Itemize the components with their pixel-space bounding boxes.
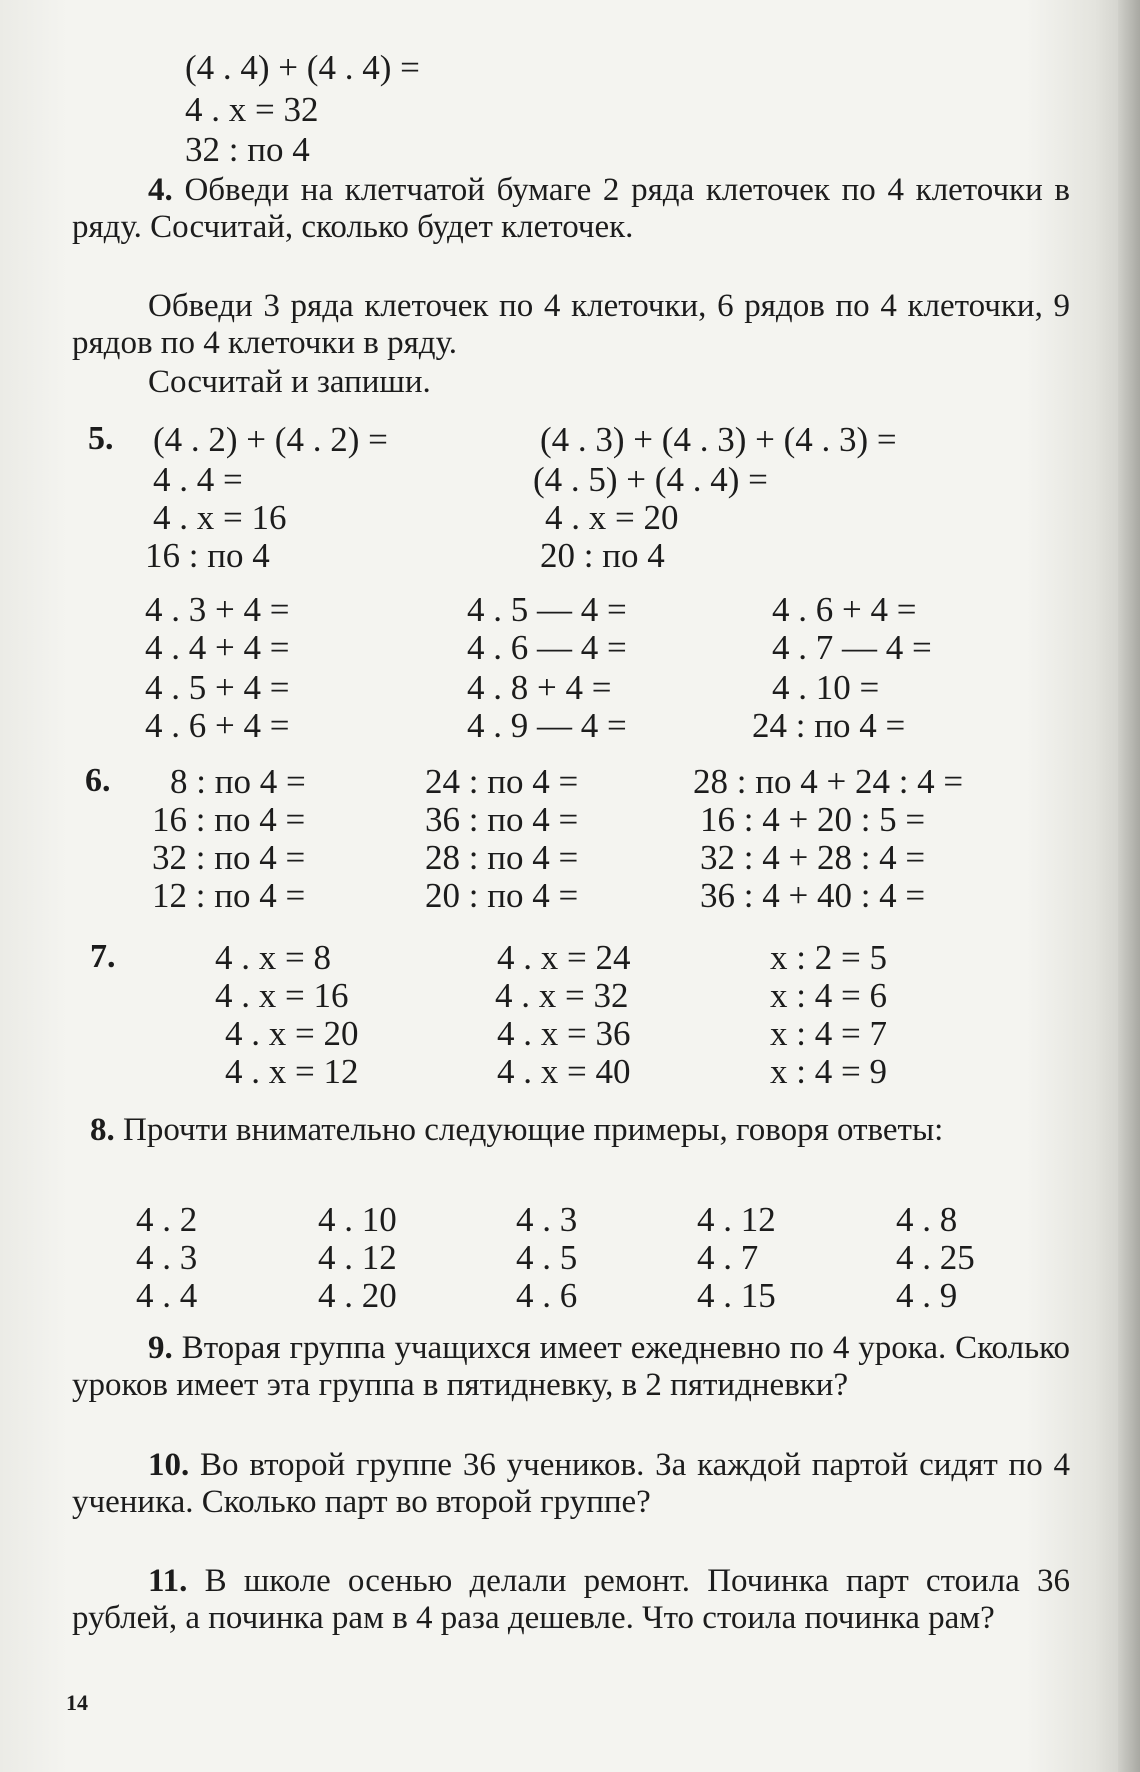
ex8-cell: 4 . 12 <box>318 1238 397 1277</box>
ex8-cell: 4 . 3 <box>136 1238 198 1277</box>
exercise-number: 10. <box>148 1447 190 1483</box>
exercise-number: 5. <box>88 420 114 457</box>
ex6-cell: 12 : по 4 = <box>152 876 306 915</box>
ex7-cell: 4 . x = 20 <box>225 1014 359 1053</box>
ex6-cell: 28 : по 4 = <box>425 838 579 877</box>
ex5-grid-cell: 4 . 6 + 4 = <box>145 706 290 745</box>
exercise-4-text-3: Сосчитай и запиши. <box>148 364 431 400</box>
ex5-left-cell: (4 . 2) + (4 . 2) = <box>153 420 388 459</box>
ex8-cell: 4 . 2 <box>136 1200 198 1239</box>
ex6-cell: 32 : по 4 = <box>152 838 306 877</box>
ex8-cell: 4 . 9 <box>896 1276 958 1315</box>
exercise-8-text: 8. Прочти внимательно следующие примеры, говоря ответы: <box>90 1112 944 1148</box>
ex6-cell: 16 : 4 + 20 : 5 = <box>700 800 926 839</box>
ex5-grid-cell: 4 . 3 + 4 = <box>145 590 290 629</box>
ex6-cell: 16 : по 4 = <box>152 800 306 839</box>
ex8-cell: 4 . 4 <box>136 1276 198 1315</box>
page-number: 14 <box>66 1690 88 1715</box>
ex8-cell: 4 . 15 <box>697 1276 776 1315</box>
page-edge-shadow <box>1118 0 1140 1772</box>
ex5-grid-cell: 4 . 8 + 4 = <box>467 668 612 707</box>
ex6-cell: 8 : по 4 = <box>170 762 306 801</box>
ex7-cell: x : 2 = 5 <box>770 938 887 977</box>
intro-line: 32 : по 4 <box>185 130 310 169</box>
ex8-cell: 4 . 3 <box>516 1200 578 1239</box>
ex5-grid-cell: 24 : по 4 = <box>752 706 906 745</box>
ex5-right-cell: (4 . 3) + (4 . 3) + (4 . 3) = <box>540 420 897 459</box>
ex5-grid-cell: 4 . 7 — 4 = <box>772 628 932 667</box>
ex8-cell: 4 . 12 <box>697 1200 776 1239</box>
exercise-4-text: 4. Обведи на клетчатой бумаге 2 ряда клеточек по 4 клеточки в ряду. Сосчитай, сколько будет клеточек. <box>72 172 1071 245</box>
ex7-cell: 4 . x = 40 <box>497 1052 631 1091</box>
ex5-left-cell: 4 . x = 16 <box>153 498 287 537</box>
exercise-10-text: 10. Во второй группе 36 учеников. За каждой партой сидят по 4 ученика. Сколько парт во второй группе? <box>72 1447 1070 1520</box>
exercise-number: 8. <box>90 1112 115 1148</box>
ex5-grid-cell: 4 . 6 — 4 = <box>467 628 627 667</box>
ex8-cell: 4 . 7 <box>697 1238 759 1277</box>
exercise-4-text-2: Обведи 3 ряда клеточек по 4 клеточки, 6 рядов по 4 клеточки, 9 рядов по 4 клеточки в ряду. <box>72 288 1070 361</box>
ex8-cell: 4 . 10 <box>318 1200 397 1239</box>
ex7-cell: 4 . x = 36 <box>497 1014 631 1053</box>
exercise-11-text: 11. В школе осенью делали ремонт. Починка парт стоила 36 рублей, а починка рам в 4 раза дешевле. Что стоила починка рам? <box>72 1563 1071 1636</box>
ex5-grid-cell: 4 . 5 + 4 = <box>145 668 290 707</box>
intro-line: (4 . 4) + (4 . 4) = <box>185 48 420 87</box>
ex8-cell: 4 . 25 <box>896 1238 975 1277</box>
ex7-cell: 4 . x = 16 <box>215 976 349 1015</box>
ex6-cell: 36 : 4 + 40 : 4 = <box>700 876 926 915</box>
ex8-cell: 4 . 5 <box>516 1238 578 1277</box>
ex8-cell: 4 . 6 <box>516 1276 578 1315</box>
ex6-cell: 24 : по 4 = <box>425 762 579 801</box>
exercise-number: 4. <box>148 172 173 208</box>
ex5-right-cell: 4 . x = 20 <box>545 498 679 537</box>
ex8-cell: 4 . 8 <box>896 1200 958 1239</box>
exercise-number: 9. <box>148 1330 173 1366</box>
ex7-cell: 4 . x = 8 <box>215 938 331 977</box>
exercise-number: 7. <box>90 938 116 975</box>
ex5-right-cell: (4 . 5) + (4 . 4) = <box>533 460 768 499</box>
ex7-cell: x : 4 = 6 <box>770 976 887 1015</box>
intro-line: 4 . x = 32 <box>185 90 319 129</box>
ex5-left-cell: 16 : по 4 <box>145 536 270 575</box>
ex7-cell: 4 . x = 24 <box>497 938 631 977</box>
exercise-number: 11. <box>148 1563 188 1599</box>
ex6-cell: 20 : по 4 = <box>425 876 579 915</box>
ex5-grid-cell: 4 . 6 + 4 = <box>772 590 917 629</box>
ex6-cell: 36 : по 4 = <box>425 800 579 839</box>
ex5-right-cell: 20 : по 4 <box>540 536 665 575</box>
ex7-cell: 4 . x = 12 <box>225 1052 359 1091</box>
ex5-grid-cell: 4 . 5 — 4 = <box>467 590 627 629</box>
exercise-number: 6. <box>85 762 111 799</box>
ex7-cell: x : 4 = 9 <box>770 1052 887 1091</box>
exercise-9-text: 9. Вторая группа учащихся имеет ежедневно по 4 урока. Сколько уроков имеет эта группа в пятидневку, в 2 пятидневки? <box>72 1330 1070 1403</box>
ex5-left-cell: 4 . 4 = <box>153 460 243 499</box>
ex8-cell: 4 . 20 <box>318 1276 397 1315</box>
ex5-grid-cell: 4 . 10 = <box>772 668 880 707</box>
ex5-grid-cell: 4 . 4 + 4 = <box>145 628 290 667</box>
ex7-cell: x : 4 = 7 <box>770 1014 887 1053</box>
ex6-cell: 28 : по 4 + 24 : 4 = <box>693 762 964 801</box>
ex7-cell: 4 . x = 32 <box>495 976 629 1015</box>
ex5-grid-cell: 4 . 9 — 4 = <box>467 706 627 745</box>
ex6-cell: 32 : 4 + 28 : 4 = <box>700 838 926 877</box>
